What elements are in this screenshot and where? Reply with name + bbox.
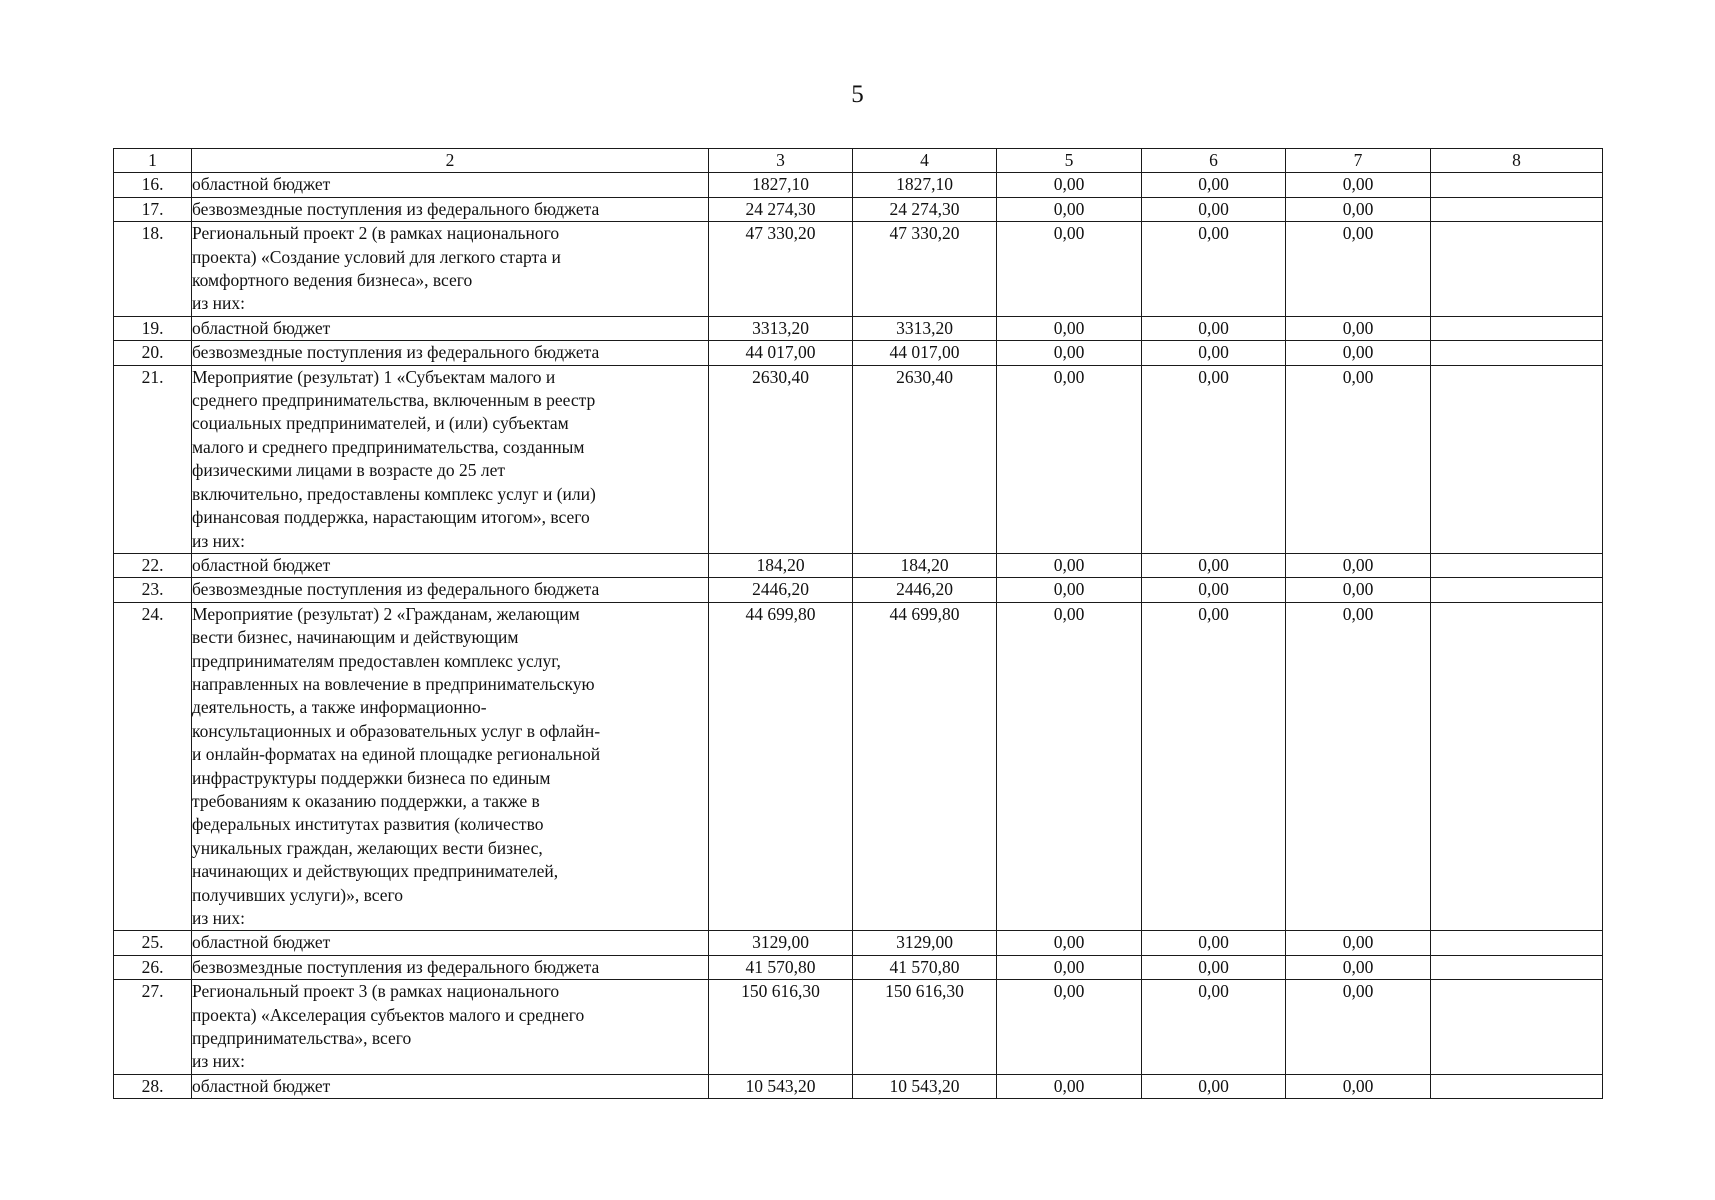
value-cell-c8 <box>1431 365 1603 553</box>
value-cell-c7: 0,00 <box>1286 1074 1431 1098</box>
description-line: федеральных институтах развития (количество <box>192 814 544 835</box>
header-cell-2: 2 <box>192 149 709 173</box>
header-cell-6: 6 <box>1142 149 1286 173</box>
header-cell-5: 5 <box>997 149 1142 173</box>
value-cell-c3: 24 274,30 <box>709 197 853 221</box>
row-number-cell: 19. <box>114 316 192 340</box>
table-body <box>114 149 1603 1099</box>
table-row <box>114 955 1603 979</box>
value-cell-c8 <box>1431 197 1603 221</box>
row-number-cell: 23. <box>114 578 192 602</box>
value-cell-c3: 2630,40 <box>709 365 853 553</box>
description-line: Мероприятие (результат) 2 «Гражданам, желающим <box>192 603 580 624</box>
value-cell-c6: 0,00 <box>1142 173 1286 197</box>
row-number-cell: 28. <box>114 1074 192 1098</box>
description-line: деятельность, а также информационно- <box>192 697 487 718</box>
value-cell-c4: 47 330,20 <box>853 222 997 317</box>
value-cell-c8 <box>1431 1074 1603 1098</box>
value-cell-c5: 0,00 <box>997 173 1142 197</box>
description-line: областной бюджет <box>192 1075 331 1096</box>
value-cell-c3: 44 017,00 <box>709 341 853 365</box>
row-description-cell <box>192 1074 709 1098</box>
value-cell-c4: 150 616,30 <box>853 980 997 1075</box>
value-cell-c5: 0,00 <box>997 955 1142 979</box>
description-line: и онлайн-форматах на единой площадке региональной <box>192 744 601 765</box>
value-cell-c3: 47 330,20 <box>709 222 853 317</box>
value-cell-c7: 0,00 <box>1286 316 1431 340</box>
value-cell-c5: 0,00 <box>997 1074 1142 1098</box>
value-cell-c8 <box>1431 553 1603 577</box>
value-cell-c5: 0,00 <box>997 365 1142 553</box>
description-line: включительно, предоставлены комплекс услуг и (или) <box>192 483 596 504</box>
row-description-cell <box>192 955 709 979</box>
table-row <box>114 553 1603 577</box>
value-cell-c6: 0,00 <box>1142 365 1286 553</box>
description-line: Региональный проект 3 (в рамках национального <box>192 981 560 1002</box>
header-cell-4: 4 <box>853 149 997 173</box>
description-line: Региональный проект 2 (в рамках национального <box>192 223 560 244</box>
table-row <box>114 365 1603 553</box>
value-cell-c7: 0,00 <box>1286 955 1431 979</box>
table-row <box>114 931 1603 955</box>
description-line: областной бюджет <box>192 932 331 953</box>
value-cell-c8 <box>1431 931 1603 955</box>
description-line: требованиям к оказанию поддержки, а также в <box>192 790 540 811</box>
row-description-cell <box>192 197 709 221</box>
value-cell-c7: 0,00 <box>1286 365 1431 553</box>
value-cell-c3: 44 699,80 <box>709 602 853 931</box>
description-line: консультационных и образовательных услуг в офлайн- <box>192 720 601 741</box>
value-cell-c5: 0,00 <box>997 931 1142 955</box>
table-row <box>114 602 1603 931</box>
value-cell-c3: 41 570,80 <box>709 955 853 979</box>
value-cell-c8 <box>1431 173 1603 197</box>
value-cell-c3: 1827,10 <box>709 173 853 197</box>
description-line: получивших услуги)», всего <box>192 884 404 905</box>
table-row <box>114 197 1603 221</box>
description-line: безвозмездные поступления из федерального бюджета <box>192 579 600 600</box>
value-cell-c7: 0,00 <box>1286 980 1431 1075</box>
value-cell-c3: 150 616,30 <box>709 980 853 1075</box>
value-cell-c5: 0,00 <box>997 980 1142 1075</box>
value-cell-c8 <box>1431 578 1603 602</box>
header-cell-7: 7 <box>1286 149 1431 173</box>
description-line: комфортного ведения бизнеса», всего <box>192 270 473 291</box>
value-cell-c4: 2630,40 <box>853 365 997 553</box>
description-line: среднего предпринимательства, включенным в реестр <box>192 390 596 411</box>
value-cell-c4: 41 570,80 <box>853 955 997 979</box>
value-cell-c7: 0,00 <box>1286 341 1431 365</box>
value-cell-c7: 0,00 <box>1286 173 1431 197</box>
value-cell-c7: 0,00 <box>1286 578 1431 602</box>
value-cell-c4: 24 274,30 <box>853 197 997 221</box>
value-cell-c3: 3313,20 <box>709 316 853 340</box>
description-line: малого и среднего предпринимательства, созданным <box>192 436 585 457</box>
header-cell-8: 8 <box>1431 149 1603 173</box>
description-line: безвозмездные поступления из федерального бюджета <box>192 342 600 363</box>
value-cell-c7: 0,00 <box>1286 197 1431 221</box>
header-cell-3: 3 <box>709 149 853 173</box>
table-row <box>114 980 1603 1075</box>
description-line: вести бизнес, начинающим и действующим <box>192 627 519 648</box>
value-cell-c5: 0,00 <box>997 222 1142 317</box>
row-number-cell: 27. <box>114 980 192 1075</box>
row-number-cell: 21. <box>114 365 192 553</box>
row-number-cell: 25. <box>114 931 192 955</box>
description-line: безвозмездные поступления из федерального бюджета <box>192 198 600 219</box>
row-description-cell <box>192 602 709 931</box>
row-number-cell: 20. <box>114 341 192 365</box>
description-line: проекта) «Создание условий для легкого старта и <box>192 246 561 267</box>
value-cell-c8 <box>1431 980 1603 1075</box>
value-cell-c6: 0,00 <box>1142 602 1286 931</box>
value-cell-c6: 0,00 <box>1142 341 1286 365</box>
description-line: начинающих и действующих предпринимателей, <box>192 861 559 882</box>
page-number: 5 <box>851 81 864 108</box>
description-line: предпринимательства», всего <box>192 1028 412 1049</box>
value-cell-c6: 0,00 <box>1142 1074 1286 1098</box>
table-header-row <box>114 149 1603 173</box>
value-cell-c6: 0,00 <box>1142 980 1286 1075</box>
value-cell-c7: 0,00 <box>1286 553 1431 577</box>
value-cell-c4: 1827,10 <box>853 173 997 197</box>
value-cell-c5: 0,00 <box>997 578 1142 602</box>
value-cell-c7: 0,00 <box>1286 931 1431 955</box>
row-description-cell <box>192 365 709 553</box>
description-line: областной бюджет <box>192 174 331 195</box>
table-row <box>114 341 1603 365</box>
description-line: из них: <box>192 293 245 314</box>
row-description-cell <box>192 316 709 340</box>
row-number-cell: 16. <box>114 173 192 197</box>
description-line: из них: <box>192 1051 245 1072</box>
description-line: уникальных граждан, желающих вести бизнес, <box>192 837 543 858</box>
description-line: физическими лицами в возрасте до 25 лет <box>192 460 506 481</box>
row-number-cell: 24. <box>114 602 192 931</box>
value-cell-c5: 0,00 <box>997 341 1142 365</box>
value-cell-c4: 44 017,00 <box>853 341 997 365</box>
value-cell-c4: 2446,20 <box>853 578 997 602</box>
table-row <box>114 578 1603 602</box>
value-cell-c4: 3129,00 <box>853 931 997 955</box>
row-description-cell <box>192 341 709 365</box>
value-cell-c7: 0,00 <box>1286 222 1431 317</box>
description-line: из них: <box>192 908 245 928</box>
value-cell-c6: 0,00 <box>1142 931 1286 955</box>
value-cell-c8 <box>1431 955 1603 979</box>
value-cell-c7: 0,00 <box>1286 602 1431 931</box>
value-cell-c5: 0,00 <box>997 553 1142 577</box>
value-cell-c8 <box>1431 316 1603 340</box>
row-description-cell <box>192 173 709 197</box>
row-description-cell <box>192 980 709 1075</box>
description-line: из них: <box>192 530 245 551</box>
description-line: областной бюджет <box>192 317 331 338</box>
row-number-cell: 22. <box>114 553 192 577</box>
value-cell-c3: 184,20 <box>709 553 853 577</box>
value-cell-c6: 0,00 <box>1142 578 1286 602</box>
value-cell-c3: 3129,00 <box>709 931 853 955</box>
value-cell-c6: 0,00 <box>1142 222 1286 317</box>
value-cell-c4: 3313,20 <box>853 316 997 340</box>
row-number-cell: 26. <box>114 955 192 979</box>
value-cell-c4: 184,20 <box>853 553 997 577</box>
value-cell-c5: 0,00 <box>997 316 1142 340</box>
value-cell-c8 <box>1431 222 1603 317</box>
table-row <box>114 316 1603 340</box>
table-row <box>114 222 1603 317</box>
description-line: проекта) «Акселерация субъектов малого и среднего <box>192 1004 585 1025</box>
value-cell-c4: 44 699,80 <box>853 602 997 931</box>
row-description-cell <box>192 553 709 577</box>
header-cell-1: 1 <box>114 149 192 173</box>
value-cell-c6: 0,00 <box>1142 955 1286 979</box>
value-cell-c5: 0,00 <box>997 602 1142 931</box>
description-line: областной бюджет <box>192 554 331 575</box>
value-cell-c3: 2446,20 <box>709 578 853 602</box>
budget-table <box>113 148 1603 1099</box>
value-cell-c5: 0,00 <box>997 197 1142 221</box>
description-line: безвозмездные поступления из федерального бюджета <box>192 956 600 977</box>
value-cell-c8 <box>1431 602 1603 931</box>
table-row <box>114 1074 1603 1098</box>
description-line: направленных на вовлечение в предпринимательскую <box>192 673 595 694</box>
value-cell-c8 <box>1431 341 1603 365</box>
description-line: финансовая поддержка, нарастающим итогом», всего <box>192 507 590 528</box>
value-cell-c6: 0,00 <box>1142 316 1286 340</box>
description-line: предпринимателям предоставлен комплекс услуг, <box>192 650 561 671</box>
table-row <box>114 173 1603 197</box>
description-line: инфраструктуры поддержки бизнеса по единым <box>192 767 551 788</box>
row-description-cell <box>192 222 709 317</box>
description-line: социальных предпринимателей, и (или) субъектам <box>192 413 569 434</box>
row-description-cell <box>192 931 709 955</box>
row-number-cell: 17. <box>114 197 192 221</box>
row-number-cell: 18. <box>114 222 192 317</box>
value-cell-c6: 0,00 <box>1142 197 1286 221</box>
value-cell-c4: 10 543,20 <box>853 1074 997 1098</box>
value-cell-c6: 0,00 <box>1142 553 1286 577</box>
value-cell-c3: 10 543,20 <box>709 1074 853 1098</box>
row-description-cell <box>192 578 709 602</box>
description-line: Мероприятие (результат) 1 «Субъектам малого и <box>192 366 556 387</box>
